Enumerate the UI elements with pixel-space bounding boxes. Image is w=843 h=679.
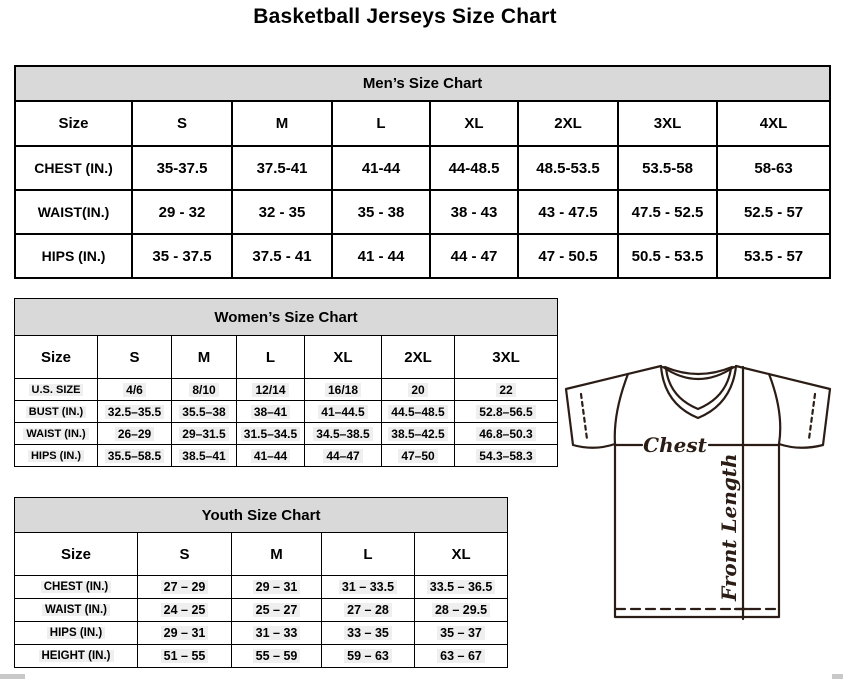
scrollbar-fragment-right[interactable] xyxy=(832,674,843,679)
womens-col-header: 2XL xyxy=(382,336,455,379)
womens-value-cell-text: 12/14 xyxy=(252,383,288,397)
womens-value-cell-text: 52.8–56.5 xyxy=(476,405,535,419)
youth-value-cell-text: 33.5 – 36.5 xyxy=(427,580,496,594)
youth-value-cell xyxy=(415,622,508,645)
youth-data-row xyxy=(15,576,508,599)
youth-value-cell xyxy=(415,645,508,668)
womens-value-cell-text: 22 xyxy=(496,383,515,397)
mens-value-cell: 41-44 xyxy=(332,146,430,190)
youth-value-cell xyxy=(322,645,415,668)
chest-label: Chest xyxy=(643,433,707,457)
youth-value-cell xyxy=(232,645,322,668)
youth-col-header: Size xyxy=(15,533,138,576)
mens-col-header: 4XL xyxy=(717,101,830,146)
womens-data-row xyxy=(15,423,558,445)
womens-value-cell-text: 46.8–50.3 xyxy=(476,427,535,441)
womens-col-header: XL xyxy=(305,336,382,379)
youth-row-label xyxy=(15,576,138,599)
youth-data-row xyxy=(15,645,508,668)
mens-caption: Men’s Size Chart xyxy=(15,66,830,101)
womens-row-label-text: U.S. SIZE xyxy=(29,384,84,396)
womens-row-label-text: WAIST (IN.) xyxy=(23,428,88,440)
youth-value-cell-text: 63 – 67 xyxy=(437,649,485,663)
mens-value-cell: 44 - 47 xyxy=(430,234,518,278)
womens-row-label-text: BUST (IN.) xyxy=(26,406,86,418)
youth-value-cell xyxy=(232,599,322,622)
womens-value-cell xyxy=(98,401,172,423)
youth-header-row xyxy=(15,533,508,576)
mens-value-cell: 52.5 - 57 xyxy=(717,190,830,234)
youth-value-cell-text: 31 – 33 xyxy=(253,626,301,640)
scrollbar-fragment-left[interactable] xyxy=(0,674,25,679)
youth-row-label-text: HIPS (IN.) xyxy=(47,627,105,639)
womens-value-cell-text: 32.5–35.5 xyxy=(105,405,164,419)
womens-value-cell xyxy=(305,423,382,445)
mens-value-cell: 53.5-58 xyxy=(618,146,717,190)
left-cuff-dashed-line xyxy=(581,394,587,439)
jersey-outline xyxy=(566,366,830,617)
womens-value-cell-text: 41–44.5 xyxy=(318,405,367,419)
page-title: Basketball Jerseys Size Chart xyxy=(253,5,557,28)
mens-value-cell: 53.5 - 57 xyxy=(717,234,830,278)
womens-value-cell-text: 38–41 xyxy=(251,405,290,419)
youth-value-cell-text: 27 – 29 xyxy=(161,580,209,594)
womens-value-cell xyxy=(237,423,305,445)
womens-row-label-text: HIPS (IN.) xyxy=(28,450,84,462)
youth-value-cell xyxy=(138,645,232,668)
mens-value-cell: 47 - 50.5 xyxy=(518,234,618,278)
youth-size-table xyxy=(14,497,508,668)
womens-value-cell-text: 16/18 xyxy=(325,383,361,397)
womens-value-cell-text: 44.5–48.5 xyxy=(388,405,447,419)
mens-size-table xyxy=(14,65,831,279)
mens-data-row xyxy=(15,146,830,190)
womens-data-row xyxy=(15,445,558,467)
womens-value-cell xyxy=(382,401,455,423)
youth-row-label xyxy=(15,622,138,645)
mens-col-header: Size xyxy=(15,101,132,146)
womens-value-cell xyxy=(455,401,558,423)
womens-value-cell xyxy=(237,379,305,401)
mens-value-cell: 41 - 44 xyxy=(332,234,430,278)
mens-value-cell: 58-63 xyxy=(717,146,830,190)
mens-value-cell: 35-37.5 xyxy=(132,146,232,190)
mens-header-row xyxy=(15,101,830,146)
youth-row-label xyxy=(15,599,138,622)
mens-value-cell: 29 - 32 xyxy=(132,190,232,234)
mens-col-header: L xyxy=(332,101,430,146)
youth-col-header: XL xyxy=(415,533,508,576)
womens-value-cell-text: 29–31.5 xyxy=(179,427,228,441)
mens-value-cell: 35 - 38 xyxy=(332,190,430,234)
womens-value-cell xyxy=(98,445,172,467)
mens-value-cell: 43 - 47.5 xyxy=(518,190,618,234)
mens-value-cell: 47.5 - 52.5 xyxy=(618,190,717,234)
womens-data-row xyxy=(15,401,558,423)
womens-value-cell-text: 26–29 xyxy=(115,427,154,441)
womens-value-cell xyxy=(98,379,172,401)
womens-data-row xyxy=(15,379,558,401)
mens-col-header: 2XL xyxy=(518,101,618,146)
mens-value-cell: 37.5-41 xyxy=(232,146,332,190)
womens-col-header: Size xyxy=(15,336,98,379)
youth-value-cell xyxy=(232,622,322,645)
youth-value-cell xyxy=(415,576,508,599)
womens-value-cell-text: 44–47 xyxy=(323,449,362,463)
youth-value-cell xyxy=(138,599,232,622)
right-armhole-seam xyxy=(769,374,780,444)
youth-row-label-text: WAIST (IN.) xyxy=(42,604,110,616)
youth-value-cell-text: 55 – 59 xyxy=(253,649,301,663)
womens-value-cell-text: 35.5–38 xyxy=(179,405,228,419)
womens-value-cell xyxy=(172,445,237,467)
mens-caption-row xyxy=(15,66,830,101)
youth-value-cell xyxy=(138,576,232,599)
youth-value-cell xyxy=(322,599,415,622)
youth-value-cell-text: 35 – 37 xyxy=(437,626,485,640)
front-length-label: Front Length xyxy=(717,453,741,601)
womens-value-cell xyxy=(305,401,382,423)
right-cuff-dashed-line xyxy=(809,394,815,439)
womens-value-cell-text: 31.5–34.5 xyxy=(241,427,300,441)
mens-row-label: CHEST (IN.) xyxy=(15,146,132,190)
womens-value-cell xyxy=(382,379,455,401)
womens-size-table xyxy=(14,298,558,467)
womens-value-cell-text: 47–50 xyxy=(398,449,437,463)
womens-value-cell-text: 4/6 xyxy=(123,383,146,397)
womens-value-cell-text: 8/10 xyxy=(189,383,218,397)
youth-value-cell xyxy=(232,576,322,599)
mens-value-cell: 38 - 43 xyxy=(430,190,518,234)
womens-col-header: 3XL xyxy=(455,336,558,379)
youth-data-row xyxy=(15,622,508,645)
womens-value-cell-text: 41–44 xyxy=(251,449,290,463)
youth-row-label-text: CHEST (IN.) xyxy=(41,581,112,593)
youth-col-header: M xyxy=(232,533,322,576)
womens-value-cell xyxy=(98,423,172,445)
youth-value-cell xyxy=(322,576,415,599)
mens-col-header: S xyxy=(132,101,232,146)
youth-value-cell-text: 29 – 31 xyxy=(161,626,209,640)
youth-row-label-text: HEIGHT (IN.) xyxy=(39,650,114,662)
mens-col-header: M xyxy=(232,101,332,146)
mens-row-label: WAIST(IN.) xyxy=(15,190,132,234)
mens-col-header: XL xyxy=(430,101,518,146)
womens-value-cell-text: 38.5–41 xyxy=(179,449,228,463)
youth-value-cell xyxy=(415,599,508,622)
youth-value-cell-text: 25 – 27 xyxy=(253,603,301,617)
mens-row-label: HIPS (IN.) xyxy=(15,234,132,278)
mens-value-cell: 44-48.5 xyxy=(430,146,518,190)
womens-value-cell-text: 20 xyxy=(408,383,427,397)
womens-row-label xyxy=(15,423,98,445)
left-armhole-seam xyxy=(615,374,628,444)
womens-value-cell-text: 34.5–38.5 xyxy=(313,427,372,441)
youth-value-cell-text: 24 – 25 xyxy=(161,603,209,617)
womens-value-cell xyxy=(305,379,382,401)
womens-value-cell xyxy=(305,445,382,467)
womens-value-cell xyxy=(382,445,455,467)
womens-value-cell xyxy=(455,423,558,445)
womens-value-cell xyxy=(172,401,237,423)
youth-value-cell xyxy=(322,622,415,645)
youth-row-label xyxy=(15,645,138,668)
womens-value-cell xyxy=(455,445,558,467)
womens-value-cell xyxy=(382,423,455,445)
youth-col-header: L xyxy=(322,533,415,576)
youth-value-cell-text: 59 – 63 xyxy=(344,649,392,663)
youth-value-cell-text: 29 – 31 xyxy=(253,580,301,594)
mens-value-cell: 50.5 - 53.5 xyxy=(618,234,717,278)
youth-value-cell-text: 51 – 55 xyxy=(161,649,209,663)
womens-value-cell-text: 54.3–58.3 xyxy=(476,449,535,463)
womens-row-label xyxy=(15,445,98,467)
womens-caption: Women’s Size Chart xyxy=(15,299,558,336)
mens-value-cell: 35 - 37.5 xyxy=(132,234,232,278)
womens-value-cell xyxy=(455,379,558,401)
youth-value-cell-text: 31 – 33.5 xyxy=(339,580,397,594)
youth-caption: Youth Size Chart xyxy=(15,498,508,533)
womens-value-cell xyxy=(237,445,305,467)
mens-value-cell: 48.5-53.5 xyxy=(518,146,618,190)
womens-value-cell xyxy=(172,379,237,401)
womens-col-header: L xyxy=(237,336,305,379)
mens-data-row xyxy=(15,234,830,278)
womens-value-cell xyxy=(237,401,305,423)
youth-value-cell-text: 28 – 29.5 xyxy=(432,603,490,617)
youth-value-cell xyxy=(138,622,232,645)
youth-value-cell-text: 33 – 35 xyxy=(344,626,392,640)
youth-data-row xyxy=(15,599,508,622)
jersey-measurement-diagram xyxy=(560,358,842,626)
womens-value-cell-text: 38.5–42.5 xyxy=(388,427,447,441)
youth-caption-row xyxy=(15,498,508,533)
mens-data-row xyxy=(15,190,830,234)
womens-col-header: M xyxy=(172,336,237,379)
youth-value-cell-text: 27 – 28 xyxy=(344,603,392,617)
youth-col-header: S xyxy=(138,533,232,576)
womens-value-cell xyxy=(172,423,237,445)
mens-value-cell: 37.5 - 41 xyxy=(232,234,332,278)
womens-row-label xyxy=(15,401,98,423)
womens-caption-row xyxy=(15,299,558,336)
womens-row-label xyxy=(15,379,98,401)
mens-value-cell: 32 - 35 xyxy=(232,190,332,234)
mens-col-header: 3XL xyxy=(618,101,717,146)
womens-header-row xyxy=(15,336,558,379)
womens-col-header: S xyxy=(98,336,172,379)
womens-value-cell-text: 35.5–58.5 xyxy=(105,449,164,463)
